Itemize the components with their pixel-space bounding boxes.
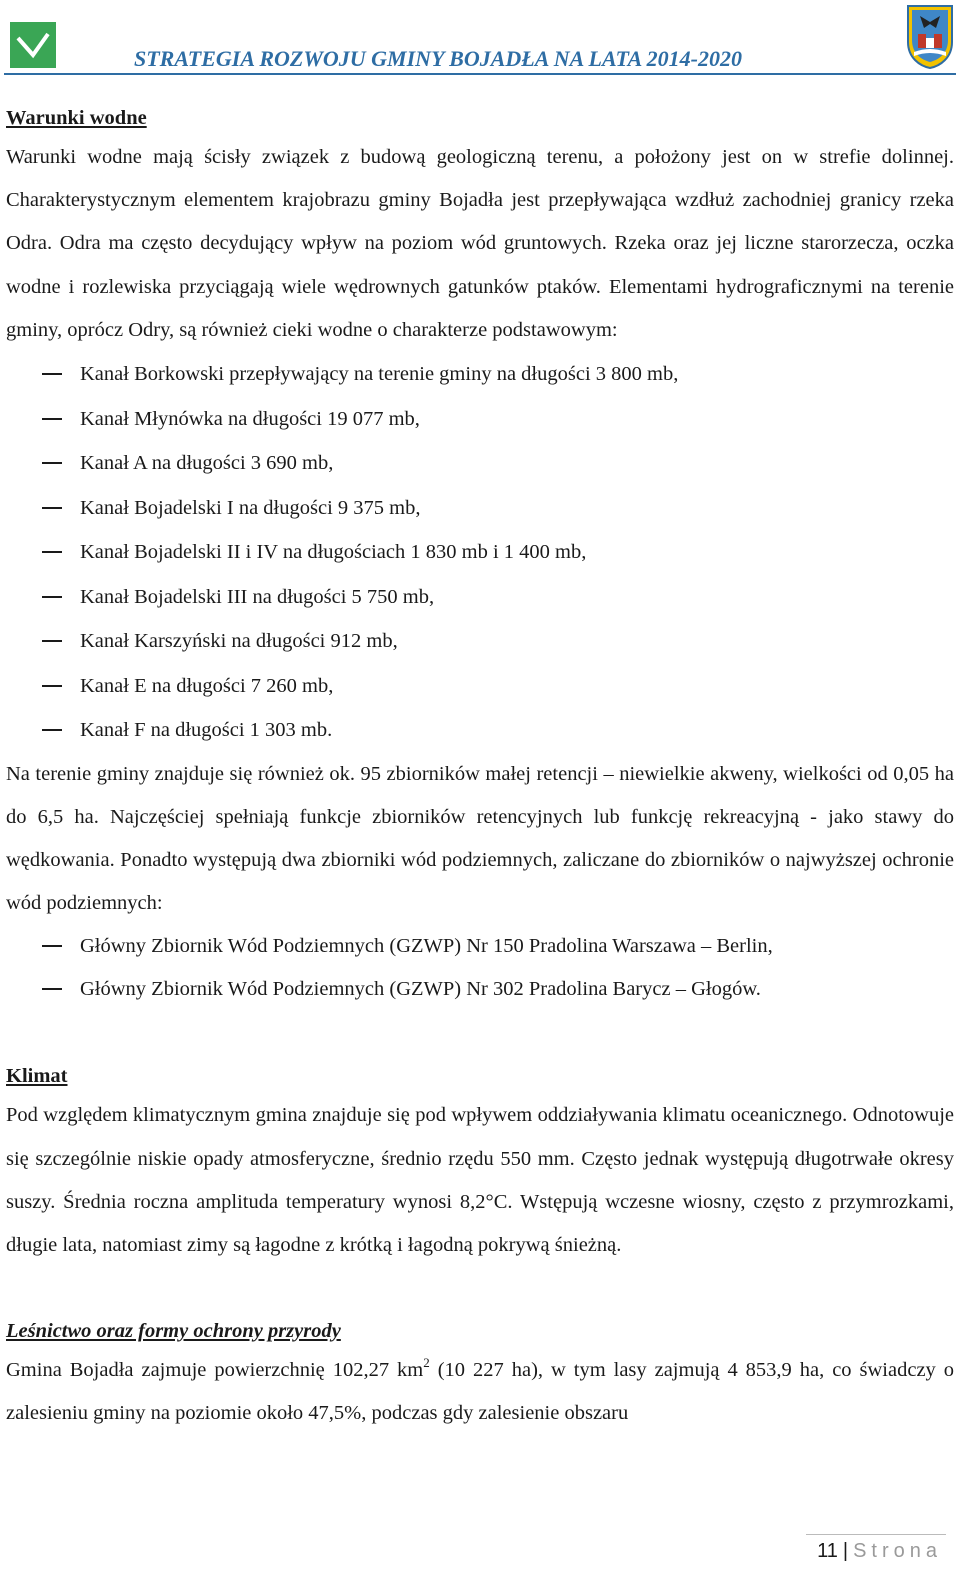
canal-list: [6, 352, 954, 753]
spacer: [6, 1267, 954, 1313]
superscript-exponent: 2: [423, 1355, 430, 1371]
section-heading-climate: Klimat: [6, 1065, 68, 1088]
dash-bullet-icon: [42, 729, 62, 731]
dash-bullet-icon: [42, 551, 62, 553]
list-item-text: Kanał Borkowski przepływający na terenie gminy na długości 3 800 mb,: [80, 363, 679, 386]
dash-bullet-icon: [42, 988, 62, 990]
reservoir-list: [6, 925, 954, 1010]
dash-bullet-icon: [42, 640, 62, 642]
dash-bullet-icon: [42, 373, 62, 375]
list-item-text: Kanał A na długości 3 690 mb,: [80, 452, 334, 475]
page-content: [6, 100, 954, 1436]
section-heading-water: Warunki wodne: [6, 107, 147, 129]
checkmark-logo-icon: [10, 22, 56, 68]
list-item: [6, 664, 954, 709]
list-item: [6, 530, 954, 575]
water-paragraph-2-tail: ok. 95 zbiorników małej retencji – niewielkie akweny, wielkości od 0,05 ha do 6,5 ha. Najczęściej spełniają funkcje zbiorników retencyjnych lub funkcję rekreacyjną - jako stawy do wędkowania. Ponadto występują dwa zbiorniki wód podziemnych, zaliczane do zbiorników o najwyższej ochronie wód podziemnych:: [6, 762, 954, 915]
section-heading-forestry: Leśnictwo oraz formy ochrony przyrody: [6, 1320, 341, 1343]
dash-bullet-icon: [42, 507, 62, 509]
list-item-text: Kanał E na długości 7 260 mb,: [80, 674, 334, 697]
list-item-text: Kanał Młynówka na długości 19 077 mb,: [80, 407, 420, 430]
water-paragraph-2-text: Na terenie gminy znajduje się: [6, 762, 258, 785]
list-item: [6, 352, 954, 397]
page-header: [0, 0, 960, 80]
dash-bullet-icon: [42, 462, 62, 464]
list-item-text: Kanał Karszyński na długości 912 mb,: [80, 630, 398, 653]
climate-paragraph: Pod względem klimatycznym gmina znajduje się pod wpływem oddziaływania klimatu oceanicznego. Odnotowuje się szczególnie niskie opady atmosferyczne, średnio rzędu 550 mm. Często jednak występują długotrwałe okresy suszy. Średnia roczna amplituda temperatury wynosi 8,2°C. Wstępują wczesne wiosny, często z przymrozkami, długie lata, natomiast zimy są łagodne z krótką i łagodną pokrywą śnieżną.: [6, 1104, 954, 1256]
water-paragraph-2: [6, 753, 954, 926]
footer-separator: |: [842, 1540, 849, 1562]
list-item-text: Główny Zbiornik Wód Podziemnych (GZWP) Nr 150 Pradolina Warszawa – Berlin,: [80, 935, 773, 958]
list-item-text: Główny Zbiornik Wód Podziemnych (GZWP) Nr 302 Pradolina Barycz – Głogów.: [80, 977, 761, 1000]
forestry-paragraph-text: Gmina Bojadła zajmuje powierzchnię 102,27 km: [6, 1359, 424, 1382]
water-paragraph-1-tail: cieki wodne o charakterze podstawowym:: [267, 318, 618, 341]
list-item: [6, 619, 954, 664]
list-item: [6, 441, 954, 486]
water-paragraph-1-text: Warunki wodne mają ścisły związek z budową geologiczną terenu, a położony jest on w strefie dolinnej. Charakterystycznym elementem krajobrazu gminy Bojadła jest przepływająca wzdłuż zachodniej granicy rzeka Odra. Odra ma często decydujący wpływ na poziom wód gruntowych. Rzeka oraz jej liczne starorzecza, oczka wodne i rozlewiska przyciągają wiele wędrownych gatunków ptaków. Elementami hydrograficznymi na terenie gminy, oprócz Odry, są: [6, 146, 954, 341]
list-item: [6, 397, 954, 442]
forestry-paragraph: [6, 1349, 954, 1435]
header-divider: [4, 73, 956, 75]
document-title: STRATEGIA ROZWOJU GMINY BOJADŁA NA LATA 2014-2020: [134, 46, 742, 71]
dash-bullet-icon: [42, 685, 62, 687]
dash-bullet-icon: [42, 945, 62, 947]
list-item-text: Kanał Bojadelski II i IV na długościach 1 830 mb i 1 400 mb,: [80, 541, 587, 564]
list-item: [6, 486, 954, 531]
water-paragraph-1: [6, 136, 954, 352]
page-label: Strona: [853, 1540, 942, 1562]
dash-bullet-icon: [42, 418, 62, 420]
forestry-paragraph-tail: (10 227 ha), w tym lasy zajmują 4 853,9 ha, co świadczy o zalesieniu gminy na poziomie około 47,5%, podczas gdy zalesienie obszaru: [6, 1359, 955, 1425]
dash-bullet-icon: [42, 596, 62, 598]
page-footer: [817, 1540, 942, 1563]
footer-divider: [806, 1534, 946, 1535]
spacer: [6, 1010, 954, 1058]
list-item-text: Kanał F na długości 1 303 mb.: [80, 719, 333, 742]
water-paragraph-1-emphasis: również: [201, 318, 268, 341]
list-item: [6, 575, 954, 620]
page-number: 11: [817, 1540, 838, 1562]
list-item: [6, 925, 954, 968]
water-paragraph-2-emphasis: również: [257, 762, 324, 785]
list-item: [6, 968, 954, 1011]
list-item-text: Kanał Bojadelski I na długości 9 375 mb,: [80, 496, 421, 519]
list-item-text: Kanał Bojadelski III na długości 5 750 mb,: [80, 585, 435, 608]
list-item: [6, 708, 954, 753]
coat-of-arms-icon: [904, 2, 956, 70]
